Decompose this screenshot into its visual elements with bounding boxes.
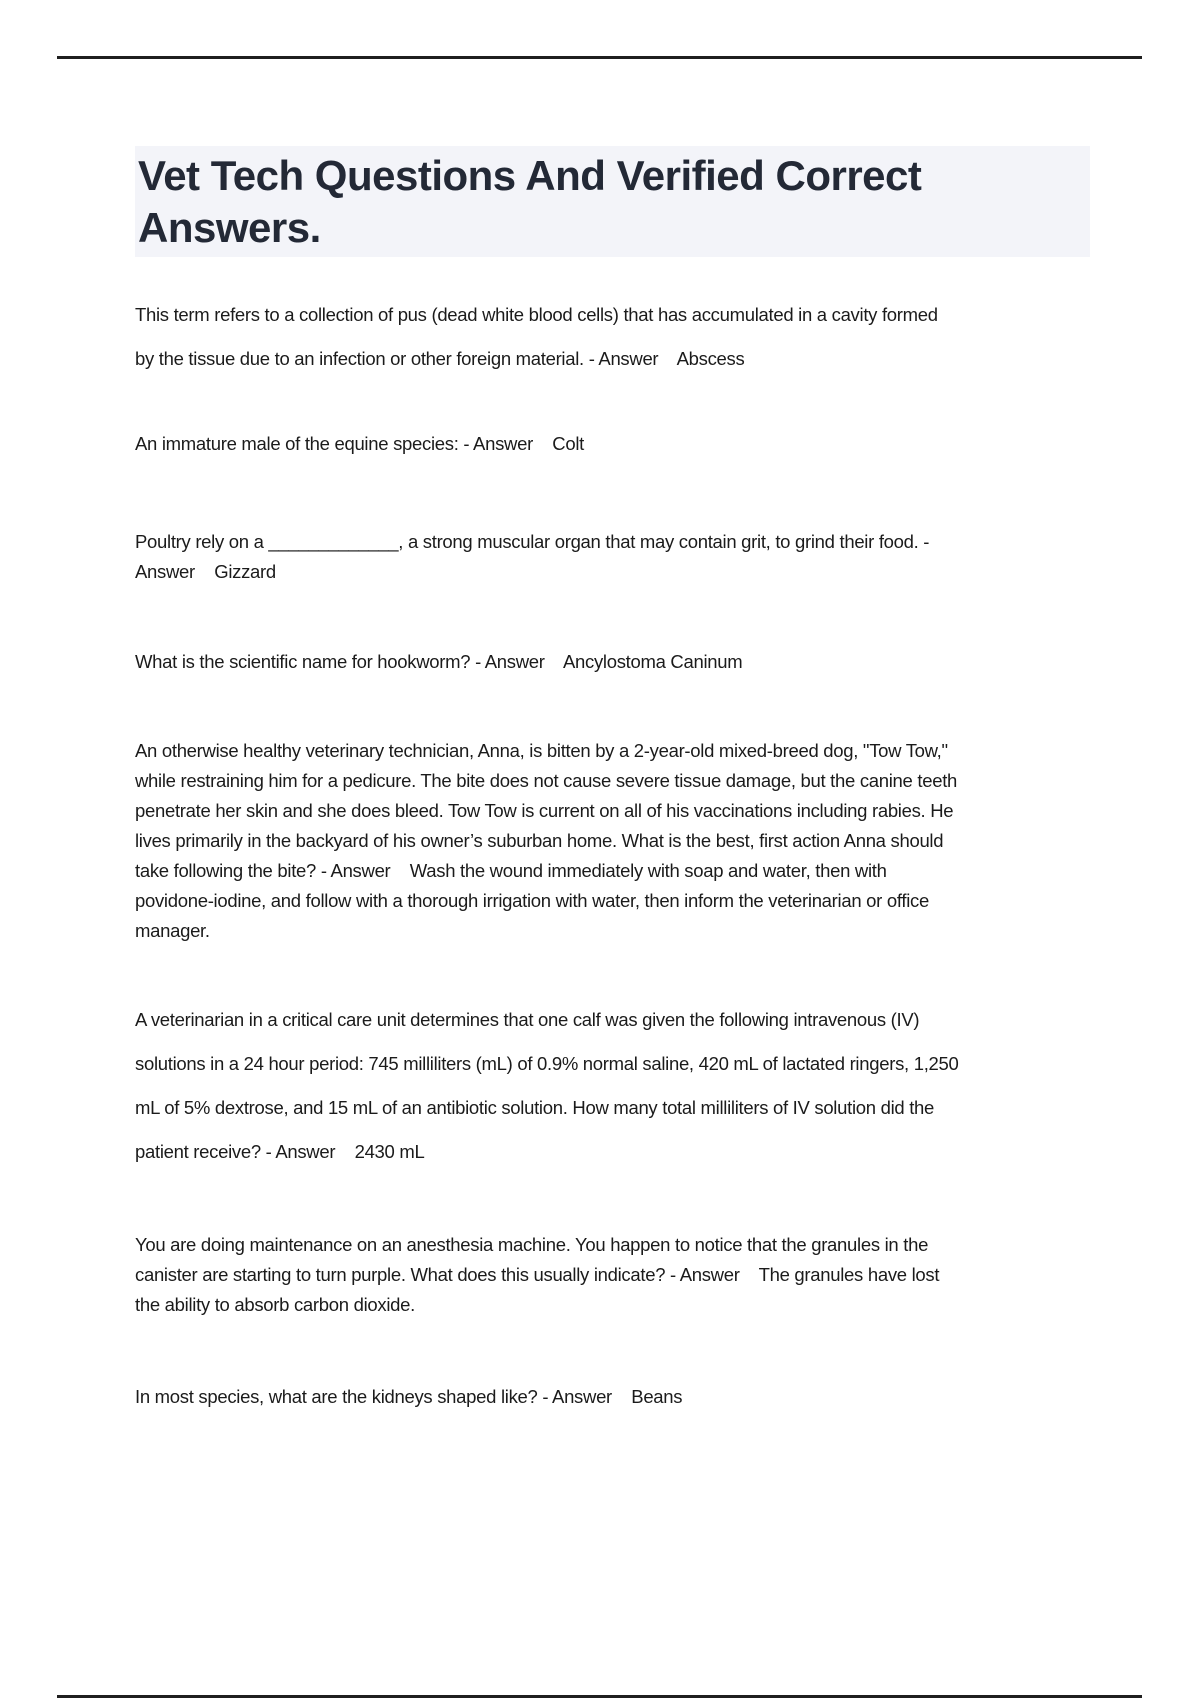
qa-line: Answer Gizzard [135, 561, 276, 582]
qa-line: mL of 5% dextrose, and 15 mL of an antibiotic solution. How many total milliliters of IV solution did the [135, 1097, 935, 1118]
qa-line: the ability to absorb carbon dioxide. [135, 1294, 415, 1315]
qa-line: solutions in a 24 hour period: 745 milliliters (mL) of 0.9% normal saline, 420 mL of lactated ringers, 1,250 [135, 1053, 959, 1074]
qa-line: lives primarily in the backyard of his owner’s suburban home. What is the best, first action Anna should [135, 830, 944, 851]
qa-list [135, 293, 1095, 1412]
qa-line: You are doing maintenance on an anesthesia machine. You happen to notice that the granules in the [135, 1234, 929, 1255]
qa-line: while restraining him for a pedicure. The bite does not cause severe tissue damage, but the canine teeth [135, 770, 958, 791]
qa-line: An immature male of the equine species: - Answer Colt [135, 433, 584, 454]
qa-line: In most species, what are the kidneys shaped like? - Answer Beans [135, 1386, 683, 1407]
qa-line: patient receive? - Answer 2430 mL [135, 1141, 425, 1162]
qa-paragraph [135, 527, 1095, 587]
page-title-line-1: Vet Tech Questions And Verified Correct [138, 152, 922, 199]
qa-line: povidone-iodine, and follow with a thorough irrigation with water, then inform the veterinarian or office [135, 890, 929, 911]
bottom-rule [57, 1695, 1142, 1698]
qa-line: This term refers to a collection of pus (dead white blood cells) that has accumulated in a cavity formed [135, 304, 938, 325]
qa-line: penetrate her skin and she does bleed. Tow Tow is current on all of his vaccinations including rabies. He [135, 800, 954, 821]
qa-paragraph [135, 998, 1095, 1174]
page-title [135, 146, 1090, 257]
qa-paragraph [135, 1230, 1095, 1320]
qa-paragraph [135, 736, 1095, 946]
qa-line: by the tissue due to an infection or other foreign material. - Answer Abscess [135, 348, 745, 369]
document-content [135, 0, 1095, 1412]
qa-paragraph [135, 429, 1095, 459]
qa-line: An otherwise healthy veterinary technician, Anna, is bitten by a 2-year-old mixed-breed dog, "Tow Tow," [135, 740, 948, 761]
qa-paragraph [135, 647, 1095, 677]
qa-line: canister are starting to turn purple. What does this usually indicate? - Answer The granules have lost [135, 1264, 940, 1285]
qa-line: What is the scientific name for hookworm? - Answer Ancylostoma Caninum [135, 651, 743, 672]
qa-line: take following the bite? - Answer Wash the wound immediately with soap and water, then with [135, 860, 887, 881]
qa-paragraph [135, 1382, 1095, 1412]
qa-line: Poultry rely on a _____________, a strong muscular organ that may contain grit, to grind their food. - [135, 531, 930, 552]
page-title-line-2: Answers. [138, 204, 321, 251]
qa-paragraph [135, 293, 1095, 381]
qa-line: manager. [135, 920, 210, 941]
qa-line: A veterinarian in a critical care unit determines that one calf was given the following intravenous (IV) [135, 1009, 920, 1030]
